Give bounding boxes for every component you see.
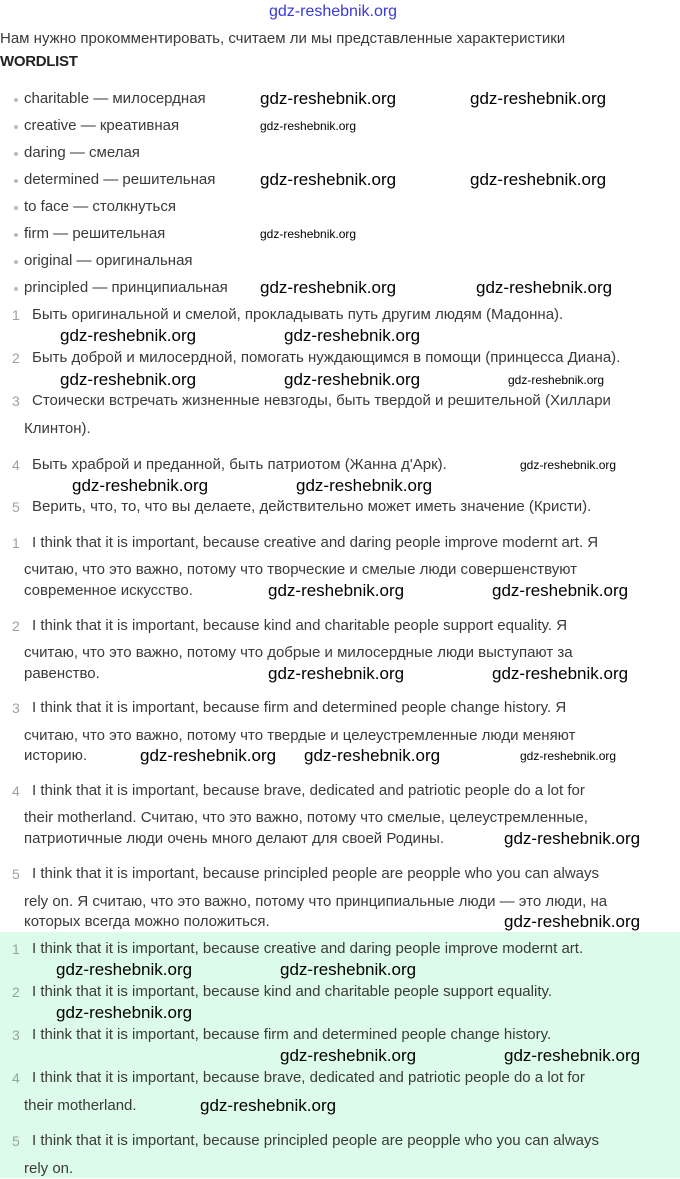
watermark-text: gdz-reshebnik.org <box>504 1046 641 1065</box>
item-number: 5 <box>12 499 20 515</box>
watermark-text: gdz-reshebnik.org <box>504 912 641 931</box>
item-number: 4 <box>12 1070 20 1086</box>
item-number: 3 <box>12 1027 20 1043</box>
wordlist-item: firm — решительная <box>24 225 166 242</box>
item-number: 5 <box>12 866 20 882</box>
wordlist-item: determined — решительная <box>24 171 216 188</box>
watermark-text: gdz-reshebnik.org <box>470 89 607 108</box>
watermark-text: gdz-reshebnik.org <box>304 746 441 765</box>
item-line: Быть доброй и милосердной, помогать нуждающимся в помощи (принцесса Диана). <box>32 349 621 366</box>
item-line: считаю, что это важно, потому что добрые и милосердные люди выступают за <box>24 644 573 661</box>
item-line: равенство. <box>24 665 100 682</box>
item-line: Стоически встречать жизненные невзгоды, быть твердой и решительной (Хиллари <box>32 392 611 409</box>
item-line: their motherland. <box>24 1097 137 1114</box>
watermark-text: gdz-reshebnik.org <box>260 278 397 297</box>
watermark-text: gdz-reshebnik.org <box>60 326 197 345</box>
watermark-text: gdz-reshebnik.org <box>200 1096 337 1115</box>
item-line: I think that it is important, because brave, dedicated and patriotic people do a lot for <box>32 1069 585 1086</box>
watermark-text: gdz-reshebnik.org <box>492 664 629 683</box>
wordlist-title: WORDLIST <box>0 53 78 70</box>
item-line: I think that it is important, because creative and daring people improve modernt art. Я <box>32 534 599 551</box>
watermark-text: gdz-reshebnik.org <box>470 170 607 189</box>
item-line: I think that it is important, because principled people are peopple who you can always <box>32 865 600 882</box>
item-line: their motherland. Считаю, что это важно, потому что смелые, целеустремленные, <box>24 809 588 826</box>
item-line: считаю, что это важно, потому что твердые и целеустремленные люди меняют <box>24 727 576 744</box>
bullet-icon <box>14 98 18 102</box>
watermark-text: gdz-reshebnik.org <box>284 370 421 389</box>
item-line: I think that it is important, because principled people are peopple who you can always <box>32 1132 600 1149</box>
watermark-text: gdz-reshebnik.org <box>268 581 405 600</box>
watermark-text: gdz-reshebnik.org <box>260 89 397 108</box>
watermark-text: gdz-reshebnik.org <box>508 373 605 387</box>
item-line: современное искусство. <box>24 582 193 599</box>
site-watermark: gdz-reshebnik.org <box>269 3 398 20</box>
bullet-icon <box>14 179 18 183</box>
item-line: историю. <box>24 747 88 764</box>
item-line: rely on. <box>24 1160 74 1177</box>
item-line: которых всегда можно положиться. <box>24 913 270 930</box>
item-line: считаю, что это важно, потому что творческие и смелые люди совершенствуют <box>24 561 578 578</box>
watermark-text: gdz-reshebnik.org <box>296 476 433 495</box>
watermark-text: gdz-reshebnik.org <box>520 458 617 472</box>
item-line: Клинтон). <box>24 420 91 437</box>
item-number: 1 <box>12 941 20 957</box>
watermark-text: gdz-reshebnik.org <box>260 170 397 189</box>
watermark-text: gdz-reshebnik.org <box>56 960 193 979</box>
bullet-icon <box>14 233 18 237</box>
item-line: I think that it is important, because kind and charitable people support equality. Я <box>32 617 568 634</box>
item-number: 1 <box>12 535 20 551</box>
bullet-icon <box>14 125 18 129</box>
watermark-text: gdz-reshebnik.org <box>492 581 629 600</box>
watermark-text: gdz-reshebnik.org <box>72 476 209 495</box>
wordlist-item: original — оригинальная <box>24 252 193 269</box>
item-line: I think that it is important, because creative and daring people improve modernt art. <box>32 940 584 957</box>
item-number: 4 <box>12 457 20 473</box>
watermark-text: gdz-reshebnik.org <box>60 370 197 389</box>
watermark-text: gdz-reshebnik.org <box>280 1046 417 1065</box>
watermark-text: gdz-reshebnik.org <box>56 1003 193 1022</box>
wordlist-item: to face — столкнуться <box>24 198 176 215</box>
watermark-text: gdz-reshebnik.org <box>520 749 617 763</box>
item-line: rely on. Я считаю, что это важно, потому что принципиальные люди — это люди, на <box>24 893 608 910</box>
wordlist-item: charitable — милосердная <box>24 90 206 107</box>
intro-text: Нам нужно прокомментировать, считаем ли мы представленные характеристики <box>0 30 566 47</box>
watermark-text: gdz-reshebnik.org <box>140 746 277 765</box>
watermark-text: gdz-reshebnik.org <box>476 278 613 297</box>
item-line: Верить, что, то, что вы делаете, действительно может иметь значение (Кристи). <box>32 498 592 515</box>
bullet-icon <box>14 287 18 291</box>
item-number: 3 <box>12 393 20 409</box>
watermark-text: gdz-reshebnik.org <box>504 829 641 848</box>
item-line: I think that it is important, because firm and determined people change history. <box>32 1026 552 1043</box>
item-number: 4 <box>12 783 20 799</box>
item-number: 1 <box>12 307 20 323</box>
bullet-icon <box>14 152 18 156</box>
item-number: 5 <box>12 1133 20 1149</box>
wordlist-item: principled — принципиальная <box>24 279 228 296</box>
item-number: 2 <box>12 350 20 366</box>
item-line: Быть храброй и преданной, быть патриотом (Жанна д'Арк). <box>32 456 447 473</box>
bullet-icon <box>14 206 18 210</box>
item-number: 2 <box>12 984 20 1000</box>
item-line: I think that it is important, because firm and determined people change history. Я <box>32 699 567 716</box>
wordlist-item: daring — смелая <box>24 144 140 161</box>
item-line: I think that it is important, because kind and charitable people support equality. <box>32 983 553 1000</box>
watermark-text: gdz-reshebnik.org <box>260 227 357 241</box>
item-line: Быть оригинальной и смелой, прокладывать путь другим людям (Мадонна). <box>32 306 564 323</box>
watermark-text: gdz-reshebnik.org <box>280 960 417 979</box>
watermark-text: gdz-reshebnik.org <box>268 664 405 683</box>
wordlist-item: creative — креативная <box>24 117 180 134</box>
watermark-text: gdz-reshebnik.org <box>284 326 421 345</box>
item-line: патриотичные люди очень много делают для своей Родины. <box>24 830 445 847</box>
watermark-text: gdz-reshebnik.org <box>260 119 357 133</box>
item-line: I think that it is important, because brave, dedicated and patriotic people do a lot for <box>32 782 585 799</box>
item-number: 3 <box>12 700 20 716</box>
item-number: 2 <box>12 618 20 634</box>
bullet-icon <box>14 260 18 264</box>
